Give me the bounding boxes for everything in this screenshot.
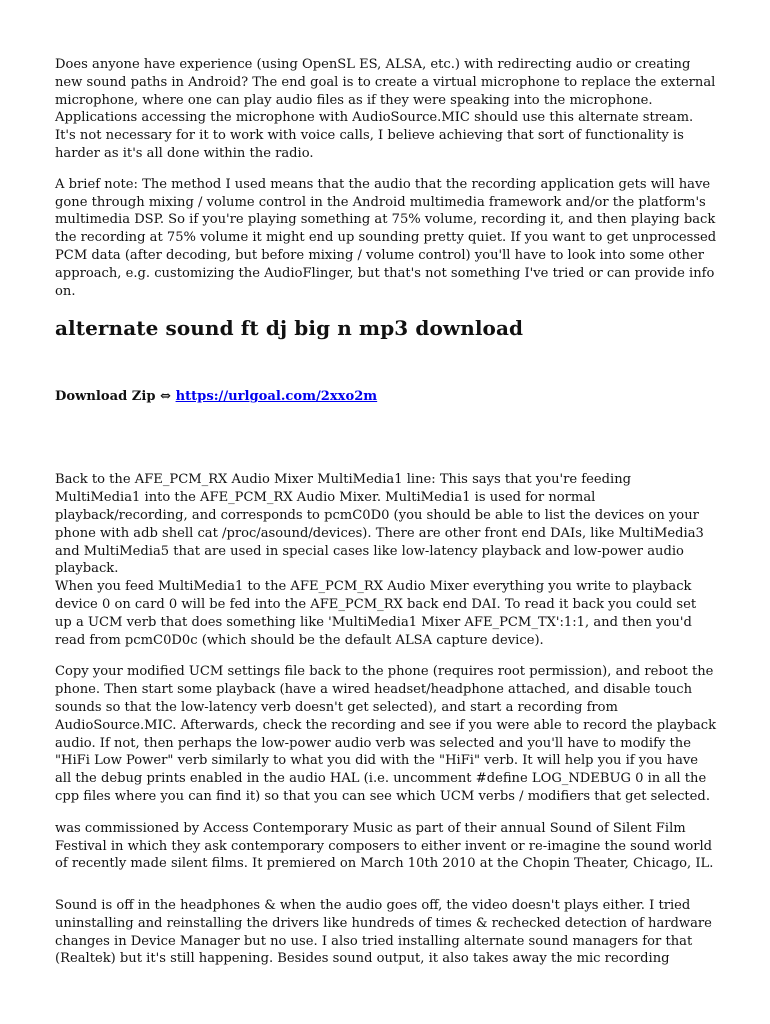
body-paragraph-3: Copy your modified UCM settings file back to the phone (requires root permission), and reboot the phone. Then start some playback (have a wired headset/headphone attached, and disable touch sounds so that the low-latency verb doesn't get selected), and start a recording from AudioSource.MIC. Afterwards, check the recording and see if you were able to record the playback audio. If not, then perhaps the low-power audio verb was selected and you'll have to modify the "HiFi Low Power" verb similarly to what you did with the "HiFi" verb. It will help you if you have all the debug prints enabled in the audio HAL (i.e. uncomment #define LOG_NDEBUG 0 in all the cpp files where you can find it) so that you can see which UCM verbs / modifiers that get selected. bbox=[55, 664, 717, 804]
download-line bbox=[55, 388, 717, 406]
body-paragraph-4: was commissioned by Access Contemporary Music as part of their annual Sound of Silent Film Festival in which they ask contemporary composers to either invent or re-imagine the sound world of recently made silent films. It premiered on March 10th 2010 at the Chopin Theater, Chicago, IL. bbox=[55, 820, 714, 872]
download-link[interactable]: https://urlgoal.com/2xxo2m bbox=[175, 389, 378, 405]
article bbox=[55, 56, 717, 968]
body-paragraph-1: Back to the AFE_PCM_RX Audio Mixer MultiMedia1 line: This says that you're feeding MultiMedia1 into the AFE_PCM_RX Audio Mixer. MultiMedia1 is used for normal playback/recording, and corresponds to pcmC0D0 (you should be able to list the devices on your phone with adb shell cat /proc/asound/devices). There are other front end DAIs, like MultiMedia3 and MultiMedia5 that are used in special cases like low-latency playback and low-power audio playback. bbox=[55, 472, 704, 577]
download-label: Download Zip ⇔ bbox=[55, 389, 176, 405]
intro-paragraph-2: A brief note: The method I used means that the audio that the recording application gets will have gone through mixing / volume control in the Android multimedia framework and/or the platform's multimedia DSP. So if you're playing something at 75% volume, recording it, and then playing back the recording at 75% volume it might end up sounding pretty quiet. If you want to get unprocessed PCM data (after decoding, but before mixing / volume control) you'll have to look into some other approach, e.g. customizing the AudioFlinger, but that's not something I've tried or can provide info on. bbox=[55, 176, 717, 299]
page-title: alternate sound ft dj big n mp3 download bbox=[55, 316, 524, 341]
body-paragraph-5: Sound is off in the headphones & when the audio goes off, the video doesn't plays either. I tried uninstalling and reinstalling the drivers like hundreds of times & rechecked detection of hardware changes in Device Manager but no use. I also tried installing alternate sound managers for that (Realtek) but it's still happening. Besides sound output, it also takes away the mic recording bbox=[55, 898, 712, 967]
body-paragraph-2: When you feed MultiMedia1 to the AFE_PCM_RX Audio Mixer everything you write to playback device 0 on card 0 will be fed into the AFE_PCM_RX back end DAI. To read it back you could set up a UCM verb that does something like 'MultiMedia1 Mixer AFE_PCM_TX':1:1, and then you'd read from pcmC0D0c (which should be the default ALSA capture device). bbox=[55, 579, 697, 648]
intro-paragraph-1: Does anyone have experience (using OpenSL ES, ALSA, etc.) with redirecting audio or creating new sound paths in Android? The end goal is to create a virtual microphone to replace the external microphone, where one can play audio files as if they were speaking into the microphone. Applications accessing the microphone with AudioSource.MIC should use this alternate stream. It's not necessary for it to work with voice calls, I believe achieving that sort of functionality is harder as it's all done within the radio. bbox=[55, 57, 716, 161]
